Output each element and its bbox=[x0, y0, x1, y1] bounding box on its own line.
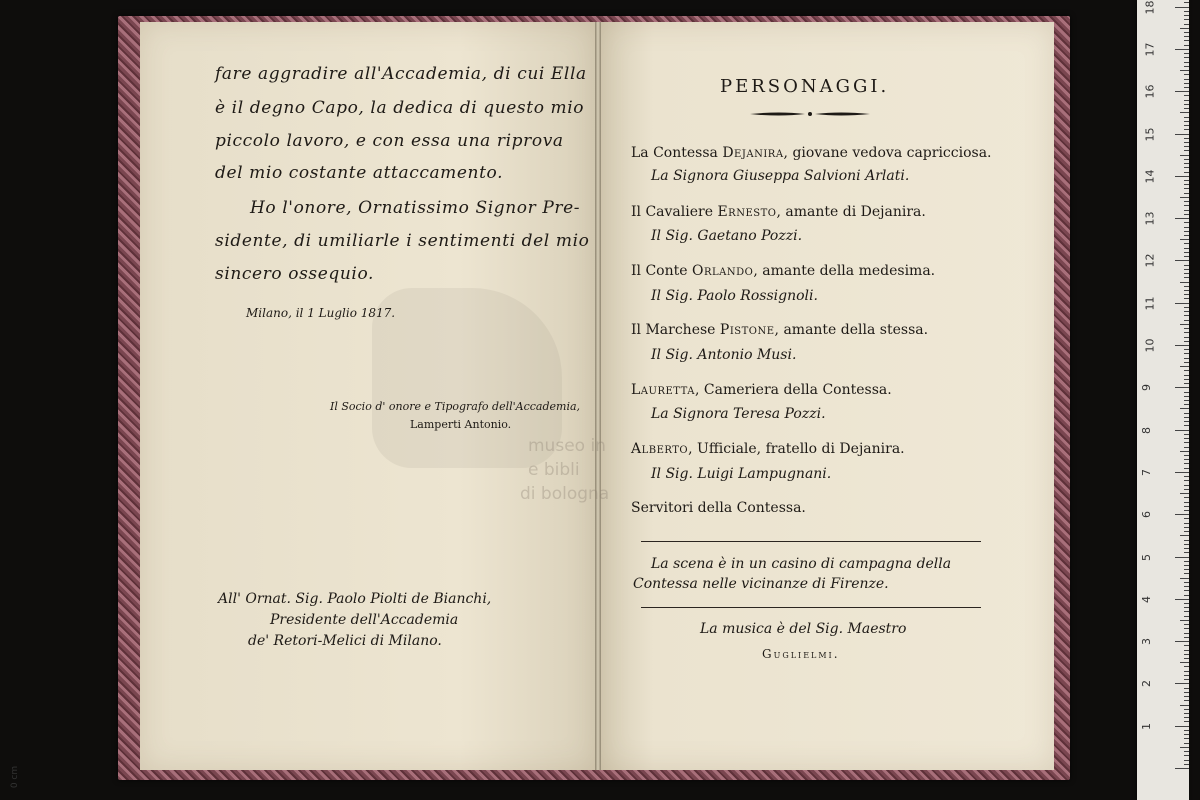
ruler-tick bbox=[1184, 527, 1189, 528]
ruler-tick bbox=[1184, 273, 1189, 274]
ruler-tick bbox=[1184, 696, 1189, 697]
ruler-tick bbox=[1175, 599, 1189, 600]
ruler-tick bbox=[1184, 650, 1189, 651]
ruler-tick bbox=[1184, 66, 1189, 67]
ruler-tick bbox=[1184, 290, 1189, 291]
actor-line: Il Sig. Gaetano Pozzi. bbox=[651, 228, 803, 244]
watermark-text: di bologna bbox=[520, 484, 610, 504]
ruler-tick bbox=[1184, 447, 1189, 448]
ruler-tick bbox=[1184, 692, 1189, 693]
ruler-tick bbox=[1184, 434, 1189, 435]
ruler-tick bbox=[1180, 366, 1189, 367]
ruler-tick bbox=[1184, 15, 1189, 16]
ruler-tick bbox=[1184, 709, 1189, 710]
ruler-tick bbox=[1184, 679, 1189, 680]
ruler-tick bbox=[1184, 463, 1189, 464]
ruler-tick bbox=[1175, 49, 1189, 50]
ruler-number: 9 bbox=[1140, 384, 1153, 391]
divider bbox=[641, 607, 981, 608]
ruler-tick bbox=[1180, 451, 1189, 452]
ruler-number: 4 bbox=[1140, 596, 1153, 603]
ruler-tick bbox=[1184, 531, 1189, 532]
ruler-unit-label: 0 cm bbox=[10, 765, 21, 789]
ruler-tick bbox=[1184, 459, 1189, 460]
ruler-tick bbox=[1184, 666, 1189, 667]
ruler-tick bbox=[1184, 349, 1189, 350]
ruler-tick bbox=[1175, 303, 1189, 304]
actor-line: La Signora Giuseppa Salvioni Arlati. bbox=[651, 168, 910, 184]
ruler-tick bbox=[1184, 252, 1189, 253]
book-gutter bbox=[595, 22, 601, 770]
dedication-line: fare aggradire all'Accademia, di cui Ella bbox=[215, 64, 587, 84]
addressee-line: All' Ornat. Sig. Paolo Piolti de Bianchi, bbox=[218, 591, 492, 607]
ruler-tick bbox=[1184, 628, 1189, 629]
ruler-tick bbox=[1184, 167, 1189, 168]
ruler-tick bbox=[1184, 32, 1189, 33]
ruler-tick bbox=[1180, 578, 1189, 579]
character-line: Lauretta, Cameriera della Contessa. bbox=[631, 382, 892, 398]
ruler-tick bbox=[1184, 337, 1189, 338]
ruler-tick bbox=[1175, 726, 1189, 727]
ruler-tick bbox=[1184, 489, 1189, 490]
servants-line: Servitori della Contessa. bbox=[631, 500, 806, 516]
ruler-tick bbox=[1184, 205, 1189, 206]
ruler-tick bbox=[1184, 36, 1189, 37]
ruler-tick bbox=[1184, 256, 1189, 257]
ruler-tick bbox=[1184, 404, 1189, 405]
ruler-tick bbox=[1184, 201, 1189, 202]
ruler-tick bbox=[1184, 438, 1189, 439]
dedication-line: Ho l'onore, Ornatissimo Signor Pre- bbox=[250, 198, 581, 218]
ruler-tick bbox=[1175, 176, 1189, 177]
ruler-tick bbox=[1175, 514, 1189, 515]
ruler-tick bbox=[1184, 645, 1189, 646]
ruler-tick bbox=[1184, 320, 1189, 321]
ruler-tick bbox=[1175, 91, 1189, 92]
ruler-tick bbox=[1184, 468, 1189, 469]
ruler-tick bbox=[1175, 260, 1189, 261]
ruler-tick bbox=[1184, 717, 1189, 718]
printer-name: Lamperti Antonio. bbox=[410, 418, 512, 431]
ruler-tick bbox=[1184, 425, 1189, 426]
ruler-number: 12 bbox=[1143, 253, 1157, 268]
ruler-number: 7 bbox=[1140, 469, 1153, 476]
ruler-tick bbox=[1184, 637, 1189, 638]
divider bbox=[641, 541, 981, 542]
ruler-tick bbox=[1184, 502, 1189, 503]
ruler-tick bbox=[1184, 138, 1189, 139]
ruler-number: 1 bbox=[1140, 723, 1153, 730]
actor-line: Il Sig. Luigi Lampugnani. bbox=[651, 466, 832, 482]
ruler-tick bbox=[1184, 506, 1189, 507]
ruler-tick bbox=[1184, 658, 1189, 659]
ruler-tick bbox=[1184, 417, 1189, 418]
ruler-tick bbox=[1184, 675, 1189, 676]
ruler-tick bbox=[1184, 248, 1189, 249]
ruler-tick bbox=[1180, 620, 1189, 621]
ruler-tick bbox=[1184, 590, 1189, 591]
ruler-tick bbox=[1184, 328, 1189, 329]
ruler-tick bbox=[1184, 760, 1189, 761]
ruler-tick bbox=[1180, 705, 1189, 706]
ruler-tick bbox=[1180, 535, 1189, 536]
page-title: PERSONAGGI. bbox=[720, 76, 890, 97]
ruler-tick bbox=[1175, 387, 1189, 388]
music-credit: La musica è del Sig. Maestro bbox=[700, 621, 907, 637]
ruler-tick bbox=[1184, 400, 1189, 401]
actor-line: La Signora Teresa Pozzi. bbox=[651, 406, 826, 422]
ruler-tick bbox=[1184, 83, 1189, 84]
ruler-tick bbox=[1184, 476, 1189, 477]
character-line: Il Cavaliere Ernesto, amante di Dejanira. bbox=[631, 204, 926, 220]
actor-line: Il Sig. Paolo Rossignoli. bbox=[651, 288, 818, 304]
actor-line: Il Sig. Antonio Musi. bbox=[651, 347, 797, 363]
ruler-tick bbox=[1184, 362, 1189, 363]
ruler-tick bbox=[1184, 117, 1189, 118]
ruler-tick bbox=[1184, 57, 1189, 58]
composer-name: Guglielmi. bbox=[762, 647, 840, 661]
ruler-tick bbox=[1184, 607, 1189, 608]
character-line: La Contessa Dejanira, giovane vedova capricciosa. bbox=[631, 145, 992, 161]
ruler-tick bbox=[1184, 11, 1189, 12]
dedication-line: è il degno Capo, la dedica di questo mio bbox=[215, 98, 585, 118]
ruler-tick bbox=[1184, 497, 1189, 498]
ruler-tick bbox=[1184, 569, 1189, 570]
ruler-tick bbox=[1184, 231, 1189, 232]
ruler-tick bbox=[1184, 95, 1189, 96]
ruler-tick bbox=[1184, 74, 1189, 75]
ruler-tick bbox=[1175, 134, 1189, 135]
ruler-tick bbox=[1184, 561, 1189, 562]
ruler-tick bbox=[1175, 345, 1189, 346]
ruler-tick bbox=[1184, 87, 1189, 88]
ruler-tick bbox=[1184, 298, 1189, 299]
dedication-line: sincero ossequio. bbox=[215, 264, 375, 284]
ruler-tick bbox=[1184, 104, 1189, 105]
ruler-tick bbox=[1184, 235, 1189, 236]
ruler-tick bbox=[1184, 518, 1189, 519]
dedication-line: sidente, di umiliarle i sentimenti del mio bbox=[215, 231, 590, 251]
ruler-tick bbox=[1184, 121, 1189, 122]
scene-line: Contessa nelle vicinanze di Firenze. bbox=[633, 576, 889, 592]
ruler-tick bbox=[1184, 654, 1189, 655]
watermark-text: museo in bbox=[528, 436, 606, 456]
ruler-tick bbox=[1184, 180, 1189, 181]
ruler-tick bbox=[1184, 45, 1189, 46]
ruler-tick bbox=[1175, 218, 1189, 219]
ruler-tick bbox=[1184, 573, 1189, 574]
character-line: Alberto, Ufficiale, fratello di Dejanira. bbox=[631, 441, 905, 457]
ruler-tick bbox=[1184, 294, 1189, 295]
ruler-tick bbox=[1184, 379, 1189, 380]
ruler-number: 15 bbox=[1143, 127, 1157, 142]
character-line: Il Conte Orlando, amante della medesima. bbox=[631, 263, 936, 279]
ruler-tick bbox=[1184, 688, 1189, 689]
ruler-tick bbox=[1184, 544, 1189, 545]
ruler-tick bbox=[1184, 734, 1189, 735]
addressee-line: Presidente dell'Accademia bbox=[270, 612, 459, 628]
ruler-number: 13 bbox=[1143, 211, 1157, 226]
ruler-number: 10 bbox=[1143, 338, 1157, 353]
ruler-number: 2 bbox=[1140, 680, 1153, 687]
ruler-tick bbox=[1184, 222, 1189, 223]
ruler-tick bbox=[1184, 146, 1189, 147]
ruler-tick bbox=[1184, 442, 1189, 443]
ruler-tick bbox=[1184, 311, 1189, 312]
ruler-tick bbox=[1184, 751, 1189, 752]
watermark-text: e bibli bbox=[528, 460, 580, 480]
ruler-tick bbox=[1184, 159, 1189, 160]
ruler-tick bbox=[1184, 163, 1189, 164]
ruler-tick bbox=[1184, 480, 1189, 481]
ruler-tick bbox=[1180, 70, 1189, 71]
ruler-number: 11 bbox=[1143, 296, 1157, 311]
ruler-tick bbox=[1184, 743, 1189, 744]
ruler-tick bbox=[1184, 548, 1189, 549]
ruler-tick bbox=[1184, 129, 1189, 130]
ruler-tick bbox=[1184, 210, 1189, 211]
ruler-tick bbox=[1184, 40, 1189, 41]
ruler-tick bbox=[1184, 358, 1189, 359]
ruler-tick bbox=[1180, 155, 1189, 156]
character-line: Il Marchese Pistone, amante della stessa. bbox=[631, 322, 929, 338]
ruler-tick bbox=[1184, 738, 1189, 739]
dedication-line: del mio costante attaccamento. bbox=[215, 163, 504, 183]
ruler-tick bbox=[1184, 755, 1189, 756]
ruler-tick bbox=[1184, 214, 1189, 215]
ruler-tick bbox=[1184, 700, 1189, 701]
ruler-tick bbox=[1180, 282, 1189, 283]
ruler-tick bbox=[1184, 227, 1189, 228]
ruler-tick bbox=[1184, 19, 1189, 20]
ruler-tick bbox=[1180, 197, 1189, 198]
ruler-tick bbox=[1184, 413, 1189, 414]
ruler-tick bbox=[1184, 315, 1189, 316]
ruler-tick bbox=[1184, 421, 1189, 422]
ruler-tick bbox=[1184, 730, 1189, 731]
ruler-tick bbox=[1180, 324, 1189, 325]
ruler-tick bbox=[1184, 353, 1189, 354]
ruler-tick bbox=[1184, 375, 1189, 376]
printer-credit: Il Socio d' onore e Tipografo dell'Accademia, bbox=[330, 400, 581, 413]
ruler-tick bbox=[1184, 510, 1189, 511]
ruler-tick bbox=[1184, 713, 1189, 714]
ruler-tick bbox=[1175, 768, 1189, 769]
ruler-tick bbox=[1184, 721, 1189, 722]
ruler-tick bbox=[1184, 383, 1189, 384]
ruler-tick bbox=[1184, 265, 1189, 266]
ruler-tick bbox=[1175, 430, 1189, 431]
ruler-tick bbox=[1175, 557, 1189, 558]
ruler-tick bbox=[1175, 683, 1189, 684]
ruler-tick bbox=[1184, 552, 1189, 553]
ruler-tick bbox=[1184, 523, 1189, 524]
ruler-tick bbox=[1175, 641, 1189, 642]
ruler-tick bbox=[1184, 595, 1189, 596]
ruler-tick bbox=[1184, 370, 1189, 371]
ruler-tick bbox=[1184, 586, 1189, 587]
ruler-tick bbox=[1184, 269, 1189, 270]
ruler-tick bbox=[1184, 485, 1189, 486]
ruler-tick bbox=[1180, 112, 1189, 113]
ruler-tick bbox=[1184, 540, 1189, 541]
ruler-tick bbox=[1184, 671, 1189, 672]
ruler-tick bbox=[1184, 243, 1189, 244]
ruler-tick bbox=[1184, 332, 1189, 333]
ornament-rule-icon bbox=[750, 111, 870, 117]
ruler-tick bbox=[1184, 633, 1189, 634]
ruler-tick bbox=[1184, 79, 1189, 80]
ruler-tick bbox=[1180, 747, 1189, 748]
ruler-tick bbox=[1184, 188, 1189, 189]
ruler-number: 16 bbox=[1143, 84, 1157, 99]
ruler-tick bbox=[1184, 53, 1189, 54]
ruler-tick bbox=[1184, 624, 1189, 625]
ruler-tick bbox=[1184, 392, 1189, 393]
ruler-tick bbox=[1180, 493, 1189, 494]
ruler-number: 18 bbox=[1143, 0, 1157, 15]
ruler-tick bbox=[1175, 7, 1189, 8]
ruler-tick bbox=[1180, 28, 1189, 29]
addressee-line: de' Retori-Melici di Milano. bbox=[248, 633, 442, 649]
dateline: Milano, il 1 Luglio 1817. bbox=[246, 306, 396, 320]
ruler-tick bbox=[1184, 286, 1189, 287]
ruler-tick bbox=[1184, 307, 1189, 308]
ruler-tick bbox=[1184, 455, 1189, 456]
ruler-tick bbox=[1184, 341, 1189, 342]
ruler-tick bbox=[1184, 603, 1189, 604]
ruler-tick bbox=[1184, 764, 1189, 765]
ruler-tick bbox=[1184, 565, 1189, 566]
ruler-number: 14 bbox=[1143, 169, 1157, 184]
ruler-tick bbox=[1184, 396, 1189, 397]
ruler-tick bbox=[1184, 142, 1189, 143]
ruler-tick bbox=[1184, 611, 1189, 612]
scene-line: La scena è in un casino di campagna della bbox=[651, 556, 952, 572]
ruler-tick bbox=[1184, 277, 1189, 278]
ruler-tick bbox=[1184, 100, 1189, 101]
ruler-number: 5 bbox=[1140, 554, 1153, 561]
ruler-tick bbox=[1184, 582, 1189, 583]
ruler-tick bbox=[1184, 184, 1189, 185]
ruler-tick bbox=[1180, 662, 1189, 663]
ruler-tick bbox=[1184, 24, 1189, 25]
ruler-tick bbox=[1184, 2, 1189, 3]
ruler-tick bbox=[1175, 472, 1189, 473]
ruler-tick bbox=[1184, 193, 1189, 194]
ruler-tick bbox=[1184, 172, 1189, 173]
ruler-number: 17 bbox=[1143, 42, 1157, 57]
ruler-number: 3 bbox=[1140, 638, 1153, 645]
dedication-line: piccolo lavoro, e con essa una riprova bbox=[215, 131, 564, 151]
ruler-tick bbox=[1180, 239, 1189, 240]
ruler-tick bbox=[1184, 125, 1189, 126]
ruler-number: 6 bbox=[1140, 511, 1153, 518]
ruler-tick bbox=[1184, 616, 1189, 617]
ruler-tick bbox=[1184, 108, 1189, 109]
ruler-tick bbox=[1184, 62, 1189, 63]
ruler-tick bbox=[1180, 408, 1189, 409]
ruler-number: 8 bbox=[1140, 427, 1153, 434]
ruler-tick bbox=[1184, 150, 1189, 151]
